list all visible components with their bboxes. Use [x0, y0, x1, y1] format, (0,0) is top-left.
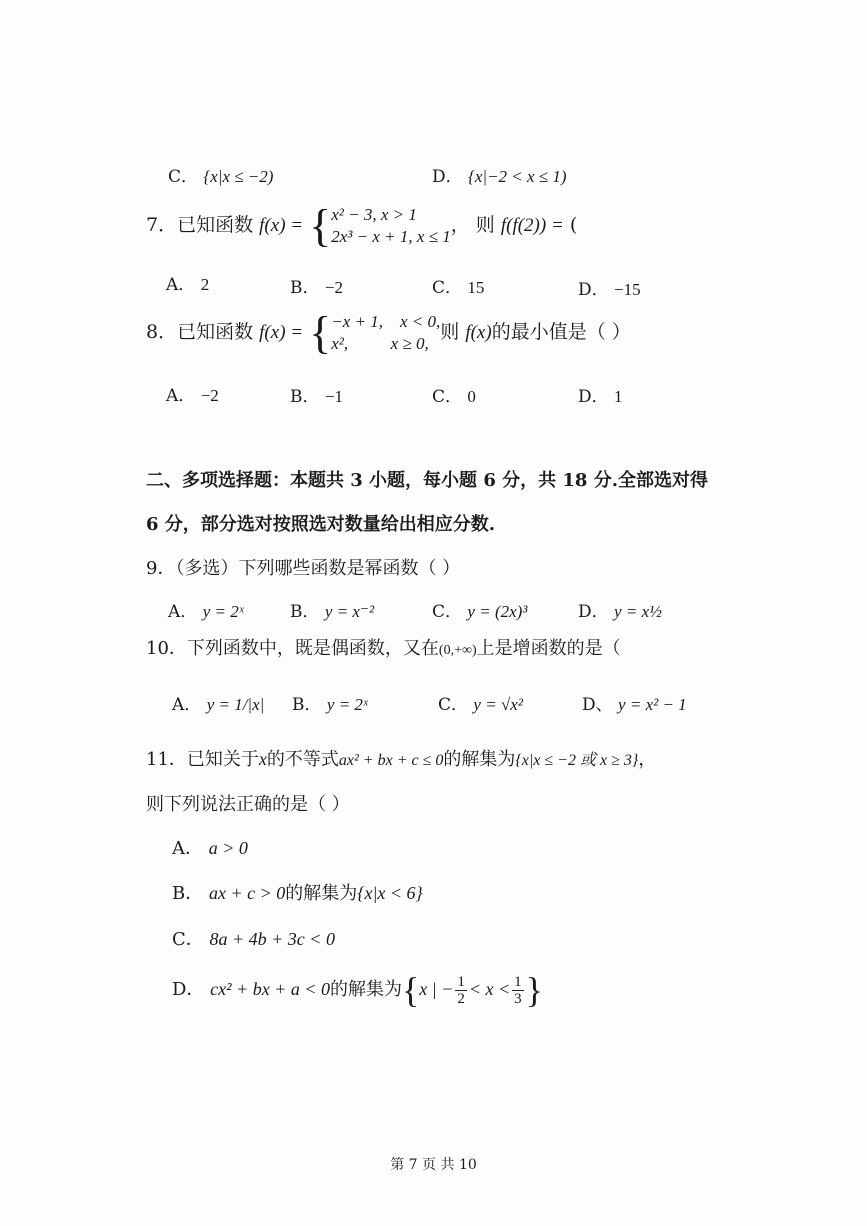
option-label: A．	[172, 695, 202, 715]
option-label: D．	[578, 602, 609, 622]
option-value: ax + c > 0	[208, 883, 286, 903]
q11-option-a	[172, 834, 248, 860]
question-7-stem	[146, 200, 578, 251]
q6-option-c	[168, 162, 273, 187]
option-value: y = √x²	[473, 695, 523, 714]
piecewise-cases	[331, 311, 440, 355]
q10-option-b	[292, 690, 368, 715]
q7-option-a	[166, 270, 209, 295]
piecewise-brace: {	[309, 200, 332, 251]
option-value: cx² + bx + a < 0	[210, 979, 330, 999]
q10-option-d	[582, 690, 687, 715]
option-label: C．	[168, 167, 199, 187]
function-name: f(x) =	[259, 322, 304, 343]
question-8-stem	[146, 307, 631, 358]
fraction-third	[512, 974, 524, 1007]
piecewise-brace: {	[309, 307, 332, 358]
option-label: A．	[166, 386, 196, 406]
option-label: D、	[582, 695, 613, 715]
option-label: D．	[578, 280, 609, 300]
option-label: A．	[166, 275, 196, 295]
stem-text: 11．已知关于	[146, 749, 259, 770]
stem-text: 的最小值是（ ）	[491, 321, 631, 343]
case-2: x², x ≥ 0,	[331, 334, 429, 353]
q8-option-c	[432, 382, 476, 407]
stem-text: 则	[440, 321, 460, 343]
section-heading-line-2: 6 分，部分选对按照选对数量给出相应分数.	[146, 514, 496, 535]
question-number: 7．	[146, 214, 178, 236]
q9-option-b	[290, 597, 374, 622]
option-label: C．	[438, 695, 469, 715]
option-label: C．	[172, 929, 204, 950]
set-brace-left: {	[401, 970, 420, 1010]
question-11-stem	[146, 745, 656, 771]
option-text: 的解集为	[329, 979, 402, 1000]
stem-text: 已知函数	[177, 214, 254, 236]
option-label: D．	[432, 167, 463, 187]
q10-option-c	[438, 690, 523, 715]
q9-option-a	[168, 597, 244, 622]
option-label: A．	[172, 838, 203, 859]
interval: (0,+∞)	[438, 643, 477, 658]
set-brace-right: }	[525, 970, 543, 1010]
solution-set: {x|x ≤ −2 或 x ≥ 3}	[515, 752, 639, 769]
option-value: a > 0	[208, 838, 248, 858]
stem-text: ， 则	[450, 214, 495, 236]
option-label: B．	[290, 602, 320, 622]
option-value: y = 2ˣ	[326, 695, 368, 714]
option-label: D．	[172, 979, 205, 1000]
numerator: 1	[514, 973, 522, 990]
q6-option-d	[432, 162, 567, 187]
question-10-stem	[146, 634, 621, 660]
expression: f(f(2)) =	[500, 215, 564, 236]
option-label: B．	[290, 278, 320, 298]
q11-option-c	[172, 925, 335, 951]
stem-text: 10．下列函数中，既是偶函数，又在	[146, 638, 439, 659]
option-value: y = (2x)³	[467, 602, 528, 621]
numerator: 1	[457, 973, 465, 990]
q8-option-d	[578, 382, 623, 407]
piecewise-cases	[331, 204, 451, 248]
variable: x	[258, 749, 267, 769]
option-value: 8a + 4b + 3c < 0	[209, 929, 335, 949]
case-2: 2x³ − x + 1, x ≤ 1	[331, 227, 451, 246]
q7-option-b	[290, 273, 343, 298]
option-value: y = 2ˣ	[202, 602, 244, 621]
option-label: C．	[432, 602, 463, 622]
q8-option-b	[290, 382, 343, 407]
question-11-stem-line-2: 则下列说法正确的是（ ）	[146, 794, 350, 815]
option-label: D．	[578, 387, 609, 407]
option-value: y = 1/|x|	[206, 695, 265, 714]
option-label: B．	[172, 883, 204, 904]
option-value: 1	[614, 387, 623, 406]
q8-option-a	[166, 381, 219, 406]
set-prefix: x | −	[419, 979, 454, 999]
stem-text: 的不等式	[266, 749, 339, 770]
question-9-stem: 9．（多选）下列哪些函数是幂函数（ ）	[146, 558, 461, 579]
inequality: ax² + bx + c ≤ 0	[338, 752, 444, 769]
option-value: 2	[200, 275, 210, 294]
stem-text: 上是增函数的是（	[476, 638, 621, 659]
page-footer: 第 7 页 共 10	[390, 1157, 477, 1173]
stem-text: 已知函数	[177, 321, 254, 343]
q10-option-a	[172, 690, 264, 715]
option-set: {x|x < 6}	[357, 883, 423, 903]
denominator: 2	[457, 990, 465, 1007]
answer-paren: (	[569, 214, 578, 236]
option-value: −15	[614, 280, 641, 299]
option-label: C．	[432, 278, 463, 298]
option-label: A．	[168, 602, 198, 622]
option-value: y = x² − 1	[618, 695, 687, 714]
case-1: x² − 3, x > 1	[331, 205, 417, 224]
q9-option-c	[432, 597, 527, 622]
q7-option-c	[432, 273, 484, 298]
option-label: B．	[292, 695, 322, 715]
q11-option-d	[172, 972, 543, 1008]
option-value: y = x⁻²	[324, 602, 375, 621]
q7-option-d	[578, 275, 641, 300]
stem-text: 的解集为	[443, 749, 516, 770]
set-middle: < x <	[468, 979, 511, 999]
option-value: −2	[324, 278, 343, 297]
question-number: 8．	[146, 321, 178, 343]
expression: f(x)	[465, 322, 492, 343]
q11-option-b	[172, 879, 423, 905]
q9-option-d	[578, 597, 662, 622]
option-label: C．	[432, 387, 463, 407]
option-value: 15	[467, 278, 485, 297]
option-value: y = x½	[614, 602, 662, 621]
denominator: 3	[514, 990, 522, 1007]
option-value: {x|−2 < x ≤ 1)	[468, 167, 567, 186]
fraction-half	[455, 974, 467, 1007]
option-label: B．	[290, 387, 320, 407]
section-heading-line-1: 二、多项选择题：本题共 3 小题，每小题 6 分，共 18 分.全部选对得	[146, 470, 708, 491]
stem-text: ，	[638, 749, 657, 770]
option-value: {x|x ≤ −2)	[203, 167, 274, 186]
option-value: −1	[324, 387, 343, 406]
option-text: 的解集为	[285, 883, 358, 904]
option-value: 0	[467, 387, 476, 406]
option-value: −2	[200, 386, 219, 405]
function-name: f(x) =	[259, 215, 304, 236]
case-1: −x + 1, x < 0,	[331, 312, 441, 331]
